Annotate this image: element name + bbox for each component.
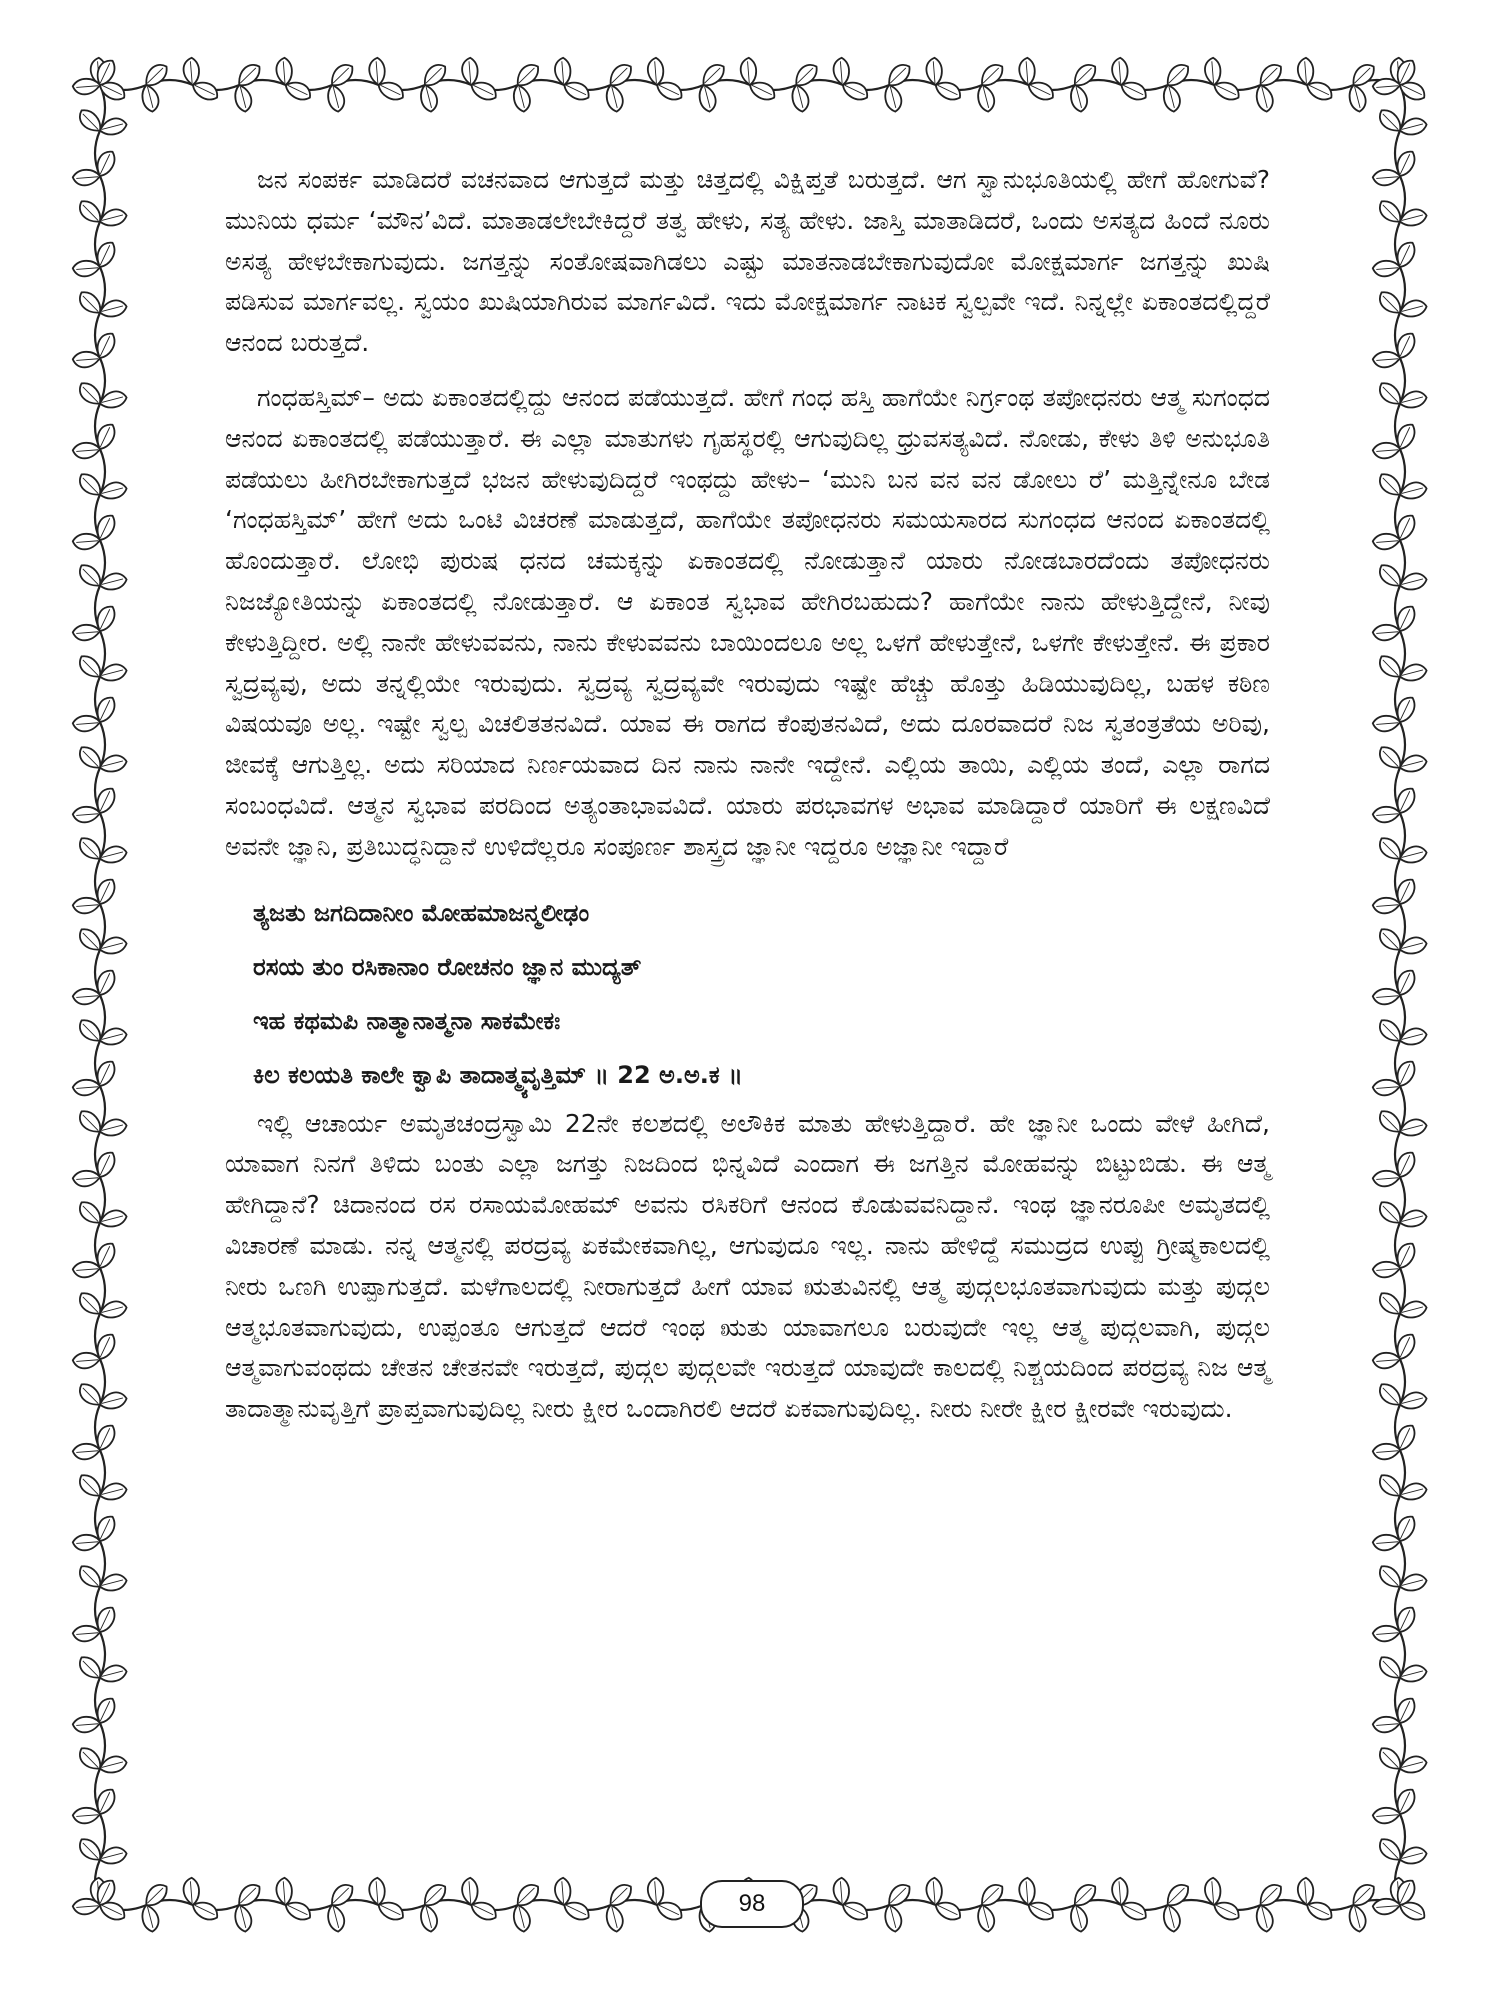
leaf-ornament [1372, 624, 1400, 642]
leaf-ornament [141, 1904, 159, 1932]
paragraph: ಗಂಧಹಸ್ತಿಮ್– ಅದು ಏಕಾಂತದಲ್ಲಿದ್ದು ಆನಂದ ಪಡೆಯುತ್ತದೆ. ಹೇಗೆ ಗಂಧ ಹಸ್ತಿ ಹಾಗೆಯೇ ನಿರ್ಗ್ರಂಥ ತಪೋಧನರು ಆತ್ಮ ಸುಗಂಧದ ಆನಂದ ಏಕಾಂತದಲ್ಲಿ ಪಡೆಯುತ್ತಾರೆ. ಈ ಎಲ್ಲಾ ಮಾತುಗಳು ಗೃಹಸ್ಥರಲ್ಲಿ ಆಗುವುದಿಲ್ಲ ಧ್ರುವಸತ್ಯವಿದೆ. ನೋಡು, ಕೇಳು ತಿಳಿ ಅನುಭೂತಿ ಪಡೆಯಲು ಹೀಗಿರಬೇಕಾಗುತ್ತದೆ ಭಜನ ಹೇಳುವುದಿದ್ದರೆ ಇಂಥದ್ದು ಹೇಳು– ‘ಮುನಿ ಬನ ವನ ವನ ಡೋಲು ರೆ’ ಮತ್ತಿನ್ನೇನೂ ಬೇಡ ‘ಗಂಧಹಸ್ತಿಮ್’ ಹೇಗೆ ಅದು ಒಂಟಿ ವಿಚರಣೆ ಮಾಡುತ್ತದೆ, ಹಾಗೆಯೇ ತಪೋಧನರು ಸಮಯಸಾರದ ಸುಗಂಧದ ಆನಂದ ಏಕಾಂತದಲ್ಲಿ ಹೊಂದುತ್ತಾರೆ. ಲೋಭಿ ಪುರುಷ ಧನದ ಚಮಕ್ಕನ್ನು ಏಕಾಂತದಲ್ಲಿ ನೋಡುತ್ತಾನೆ ಯಾರು ನೋಡಬಾರದೆಂದು ತಪೋಧನರು ನಿಜಜ್ಯೋತಿಯನ್ನು ಏಕಾಂತದಲ್ಲಿ ನೋಡುತ್ತಾರೆ. ಆ ಏಕಾಂತ ಸ್ವಭಾವ ಹೇಗಿರಬಹುದು? ಹಾಗೆಯೇ ನಾನು ಹೇಳುತ್ತಿದ್ದೇನೆ, ನೀವು ಕೇಳುತ್ತಿದ್ದೀರ. ಅಲ್ಲಿ ನಾನೇ ಹೇಳುವವನು, ನಾನು ಕೇಳುವವನು ಬಾಯಿಂದಲೂ ಅಲ್ಲ ಒಳಗೆ ಹೇಳುತ್ತೇನೆ, ಒಳಗೇ ಕೇಳುತ್ತೇನೆ. ಈ ಪ್ರಕಾರ ಸ್ವದ್ರವ್ಯವು, ಅದು ತನ್ನಲ್ಲಿಯೇ ಇರುವುದು. ಸ್ವದ್ರವ್ಯ ಸ್ವದ್ರವ್ಯವೇ ಇರುವುದು ಇಷ್ಟೇ ಹೆಚ್ಚು ಹೊತ್ತು ಹಿಡಿಯುವುದಿಲ್ಲ, ಬಹಳ ಕಠಿಣ ವಿಷಯವೂ ಅಲ್ಲ. ಇಷ್ಟೇ ಸ್ವಲ್ಪ ವಿಚಲಿತತನವಿದೆ. ಯಾವ ಈ ರಾಗದ ಕೆಂಪುತನವಿದೆ, ಅದು ದೂರವಾದರೆ ನಿಜ ಸ್ವತಂತ್ರತೆಯ ಅರಿವು, ಜೀವಕ್ಕೆ ಆಗುತ್ತಿಲ್ಲ. ಅದು ಸರಿಯಾದ ನಿರ್ಣಯವಾದ ದಿನ ನಾನು ನಾನೇ ಇದ್ದೇನೆ. ಎಲ್ಲಿಯ ತಾಯಿ, ಎಲ್ಲಿಯ ತಂದೆ, ಎಲ್ಲಾ ರಾಗದ ಸಂಬಂಧವಿದೆ. ಆತ್ಮನ ಸ್ವಭಾವ ಪರದಿಂದ ಅತ್ಯಂತಾಭಾವವಿದೆ. ಯಾರು ಪರಭಾವಗಳ ಅಭಾವ ಮಾಡಿದ್ದಾರೆ ಯಾರಿಗೆ ಈ ಲಕ್ಷಣವಿದೆ ಅವನೇ ಜ್ಞಾನಿ, ಪ್ರತಿಬುದ್ಧನಿದ್ದಾನೆ ಉಳಿದೆಲ್ಲರೂ ಸಂಪೂರ್ಣ ಶಾಸ್ತ್ರದ ಜ್ಞಾನೀ ಇದ್ದರೂ ಅಜ್ಞಾನೀ ಇದ್ದಾರೆ [225, 382, 1270, 861]
leaf-ornament [72, 351, 100, 369]
leaf-ornament [513, 1904, 531, 1932]
leaf-ornament [606, 84, 624, 112]
leaf-ornament [699, 84, 717, 112]
leaf-ornament [1372, 1807, 1400, 1825]
leaf-ornament [884, 84, 902, 112]
leaf-ornament [72, 1261, 100, 1279]
leaf-ornament [72, 1079, 100, 1097]
leaf-ornament [1372, 897, 1400, 915]
leaf-ornament [1349, 1904, 1367, 1932]
leaf-ornament [1163, 84, 1181, 112]
leaf-ornament [72, 988, 100, 1006]
leaf-ornament [1372, 1170, 1400, 1188]
leaf-ornament [72, 897, 100, 915]
leaf-ornament [72, 1807, 100, 1825]
leaf-ornament [1372, 351, 1400, 369]
leaf-ornament [1372, 1352, 1400, 1370]
leaf-ornament [977, 1904, 995, 1932]
leaf-ornament [327, 84, 345, 112]
leaf-ornament [1372, 442, 1400, 460]
leaf-ornament [1372, 715, 1400, 733]
leaf-ornament [141, 84, 159, 112]
leaf-ornament [977, 84, 995, 112]
leaf-ornament [1372, 1534, 1400, 1552]
leaf-ornament [72, 442, 100, 460]
leaf-ornament [1372, 988, 1400, 1006]
leaf-ornament [327, 1904, 345, 1932]
paragraph: ಜನ ಸಂಪರ್ಕ ಮಾಡಿದರೆ ವಚನವಾದ ಆಗುತ್ತದೆ ಮತ್ತು ಚಿತ್ತದಲ್ಲಿ ವಿಕ್ಷಿಪ್ತತೆ ಬರುತ್ತದೆ. ಆಗ ಸ್ವಾನುಭೂತಿಯಲ್ಲಿ ಹೇಗೆ ಹೋಗುವೆ? ಮುನಿಯ ಧರ್ಮ ‘ಮೌನ’ವಿದೆ. ಮಾತಾಡಲೇಬೇಕಿದ್ದರೆ ತತ್ವ ಹೇಳು, ಸತ್ಯ ಹೇಳು. ಜಾಸ್ತಿ ಮಾತಾಡಿದರೆ, ಒಂದು ಅಸತ್ಯದ ಹಿಂದೆ ನೂರು ಅಸತ್ಯ ಹೇಳಬೇಕಾಗುವುದು. ಜಗತ್ತನ್ನು ಸಂತೋಷವಾಗಿಡಲು ಎಷ್ಟು ಮಾತನಾಡಬೇಕಾಗುವುದೋ ಮೋಕ್ಷಮಾರ್ಗ ಜಗತ್ತನ್ನು ಖುಷಿ ಪಡಿಸುವ ಮಾರ್ಗವಲ್ಲ. ಸ್ವಯಂ ಖುಷಿಯಾಗಿರುವ ಮಾರ್ಗವಿದೆ. ಇದು ಮೋಕ್ಷಮಾರ್ಗ ನಾಟಕ ಸ್ವಲ್ಪವೇ ಇದೆ. ನಿನ್ನಲ್ಲೇ ಏಕಾಂತದಲ್ಲಿದ್ದರೆ ಆನಂದ ಬರುತ್ತದೆ. [225, 165, 1270, 358]
leaf-ornament [791, 84, 809, 112]
verse-line: ಇಹ ಕಥಮಪಿ ನಾತ್ಮಾನಾತ್ಮನಾ ಸಾಕಮೇಕಃ [253, 1006, 561, 1035]
leaf-ornament [1372, 260, 1400, 278]
leaf-ornament [72, 1443, 100, 1461]
leaf-ornament [234, 84, 252, 112]
page-body [225, 160, 1270, 1430]
leaf-ornament [72, 260, 100, 278]
leaf-ornament [72, 806, 100, 824]
verse-line: ರಸಯ ತುಂ ರಸಿಕಾನಾಂ ರೋಚನಂ ಜ್ಞಾನ ಮುದ್ಯತ್ [253, 952, 642, 981]
leaf-ornament [1256, 84, 1274, 112]
leaf-ornament [1372, 1079, 1400, 1097]
leaf-ornament [1070, 1904, 1088, 1932]
leaf-ornament [1372, 1716, 1400, 1734]
leaf-ornament [1372, 1443, 1400, 1461]
leaf-ornament [1256, 1904, 1274, 1932]
sanskrit-verse [253, 886, 1270, 1102]
verse-line: ತ್ಯಜತು ಜಗದಿದಾನೀಂ ಮೋಹಮಾಜನ್ಮಲೀಢಂ [253, 898, 590, 927]
leaf-ornament [72, 1534, 100, 1552]
leaf-ornament [1163, 1904, 1181, 1932]
leaf-ornament [72, 1352, 100, 1370]
leaf-ornament [1372, 806, 1400, 824]
leaf-ornament [1372, 1261, 1400, 1279]
leaf-ornament [513, 84, 531, 112]
leaf-ornament [884, 1904, 902, 1932]
leaf-ornament [1372, 1625, 1400, 1643]
leaf-ornament [606, 1904, 624, 1932]
leaf-ornament [1372, 533, 1400, 551]
leaf-ornament [72, 533, 100, 551]
leaf-ornament [234, 1904, 252, 1932]
leaf-ornament [420, 84, 438, 112]
leaf-ornament [72, 1625, 100, 1643]
leaf-ornament [72, 624, 100, 642]
leaf-ornament [72, 1716, 100, 1734]
leaf-ornament [1349, 84, 1367, 112]
leaf-ornament [1070, 84, 1088, 112]
page-number: 98 [700, 1880, 804, 1928]
verse-line: ಕಿಲ ಕಲಯತಿ ಕಾಲೇ ಕ್ವಾಪಿ ತಾದಾತ್ಮ್ಯವೃತ್ತಿಮ್ ॥ 22 ಅ.ಅ.ಕ ॥ [253, 1060, 743, 1089]
leaf-ornament [72, 169, 100, 187]
leaf-ornament [72, 1170, 100, 1188]
leaf-ornament [72, 715, 100, 733]
leaf-ornament [420, 1904, 438, 1932]
leaf-ornament [1372, 169, 1400, 187]
paragraph: ಇಲ್ಲಿ ಆಚಾರ್ಯ ಅಮೃತಚಂದ್ರಸ್ವಾಮಿ 22ನೇ ಕಲಶದಲ್ಲಿ ಅಲೌಕಿಕ ಮಾತು ಹೇಳುತ್ತಿದ್ದಾರೆ. ಹೇ ಜ್ಞಾನೀ ಒಂದು ವೇಳೆ ಹೀಗಿದೆ, ಯಾವಾಗ ನಿನಗೆ ತಿಳಿದು ಬಂತು ಎಲ್ಲಾ ಜಗತ್ತು ನಿಜದಿಂದ ಭಿನ್ನವಿದೆ ಎಂದಾಗ ಈ ಜಗತ್ತಿನ ಮೋಹವನ್ನು ಬಿಟ್ಟುಬಿಡು. ಈ ಆತ್ಮ ಹೇಗಿದ್ದಾನೆ? ಚಿದಾನಂದ ರಸ ರಸಾಯಮೋಹಮ್ ಅವನು ರಸಿಕರಿಗೆ ಆನಂದ ಕೊಡುವವನಿದ್ದಾನೆ. ಇಂಥ ಜ್ಞಾನರೂಪೀ ಅಮೃತದಲ್ಲಿ ವಿಚಾರಣೆ ಮಾಡು. ನನ್ನ ಆತ್ಮನಲ್ಲಿ ಪರದ್ರವ್ಯ ಏಕಮೇಕವಾಗಿಲ್ಲ, ಆಗುವುದೂ ಇಲ್ಲ. ನಾನು ಹೇಳಿದ್ದೆ ಸಮುದ್ರದ ಉಪ್ಪು ಗ್ರೀಷ್ಮಕಾಲದಲ್ಲಿ ನೀರು ಒಣಗಿ ಉಪ್ಪಾಗುತ್ತದೆ. ಮಳೆಗಾಲದಲ್ಲಿ ನೀರಾಗುತ್ತದೆ ಹೀಗೆ ಯಾವ ಋತುವಿನಲ್ಲಿ ಆತ್ಮ ಪುದ್ಗಲಭೂತವಾಗುವುದು ಮತ್ತು ಪುದ್ಗಲ ಆತ್ಮಭೂತವಾಗುವುದು, ಉಪ್ಪಂತೂ ಆಗುತ್ತದೆ ಆದರೆ ಇಂಥ ಋತು ಯಾವಾಗಲೂ ಬರುವುದೇ ಇಲ್ಲ ಆತ್ಮ ಪುದ್ಗಲವಾಗಿ, ಪುದ್ಗಲ ಆತ್ಮವಾಗುವಂಥದು ಚೇತನ ಚೇತನವೇ ಇರುತ್ತದೆ, ಪುದ್ಗಲ ಪುದ್ಗಲವೇ ಇರುತ್ತದೆ ಯಾವುದೇ ಕಾಲದಲ್ಲಿ ನಿಶ್ಚಯದಿಂದ ಪರದ್ರವ್ಯ ನಿಜ ಆತ್ಮ ತಾದಾತ್ಮಾನುವೃತ್ತಿಗೆ ಪ್ರಾಪ್ತವಾಗುವುದಿಲ್ಲ ನೀರು ಕ್ಷೀರ ಒಂದಾಗಿರಲಿ ಆದರೆ ಏಕವಾಗುವುದಿಲ್ಲ. ನೀರು ನೀರೇ ಕ್ಷೀರ ಕ್ಷೀರವೇ ಇರುವುದು. [225, 1108, 1270, 1424]
